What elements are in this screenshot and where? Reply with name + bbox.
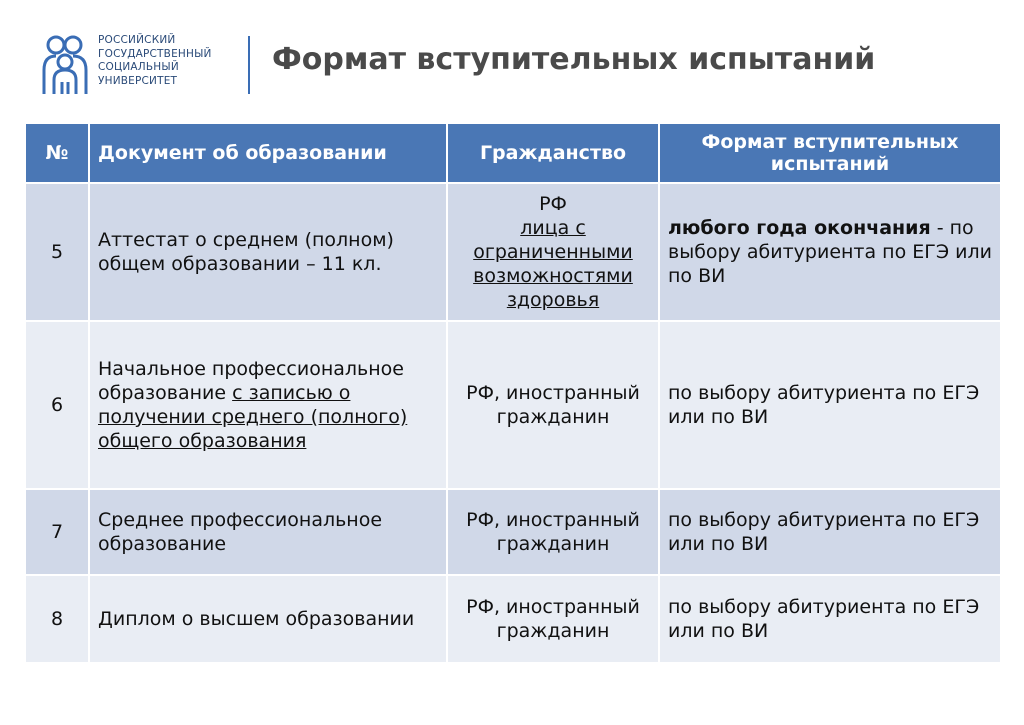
table-row (25, 575, 1001, 663)
document-underlined: с записью о получении среднего (полного) общего образования (98, 382, 408, 452)
admission-format-table (24, 122, 1002, 664)
header-format: Формат вступительных испытаний (659, 123, 1001, 183)
table-row (25, 489, 1001, 575)
citizenship-underlined: лица с ограниченными возможностями здоровья (473, 217, 633, 311)
header-number: № (25, 123, 89, 183)
row-document: Среднее профессиональное образование (89, 489, 447, 575)
logo-line: СОЦИАЛЬНЫЙ (98, 61, 179, 73)
university-logo (40, 34, 240, 98)
table-row (25, 321, 1001, 489)
row-number: 7 (25, 489, 89, 575)
row-format: по выбору абитуриента по ЕГЭ или по ВИ (659, 575, 1001, 663)
table-row (25, 183, 1001, 321)
logo-line: ГОСУДАРСТВЕННЫЙ (98, 47, 212, 60)
row-document: Диплом о высшем образовании (89, 575, 447, 663)
logo-line: УНИВЕРСИТЕТ (98, 74, 178, 87)
row-format: по выбору абитуриента по ЕГЭ или по ВИ (659, 321, 1001, 489)
row-document: Аттестат о среднем (полном) общем образовании – 11 кл. (89, 183, 447, 321)
row-format (659, 183, 1001, 321)
document-text: Начальное профессиональное образование (98, 358, 404, 404)
row-document (89, 321, 447, 489)
header-divider (248, 36, 250, 94)
header-citizenship: Гражданство (447, 123, 659, 183)
people-family-icon (40, 34, 92, 96)
format-text: - по выбору абитуриента по ЕГЭ или по ВИ (668, 217, 993, 287)
row-number: 5 (25, 183, 89, 321)
format-bold: любого года окончания (668, 217, 931, 239)
row-citizenship: РФ, иностранный гражданин (447, 321, 659, 489)
logo-line: РОССИЙСКИЙ (98, 34, 176, 46)
row-number: 6 (25, 321, 89, 489)
header-document: Документ об образовании (89, 123, 447, 183)
row-citizenship: РФ, иностранный гражданин (447, 575, 659, 663)
citizenship-text: РФ (539, 193, 567, 215)
row-format: по выбору абитуриента по ЕГЭ или по ВИ (659, 489, 1001, 575)
page-title: Формат вступительных испытаний (272, 42, 876, 77)
logo-wordmark (98, 34, 212, 88)
row-citizenship: РФ, иностранный гражданин (447, 489, 659, 575)
row-citizenship (447, 183, 659, 321)
table-header-row (25, 123, 1001, 183)
row-number: 8 (25, 575, 89, 663)
